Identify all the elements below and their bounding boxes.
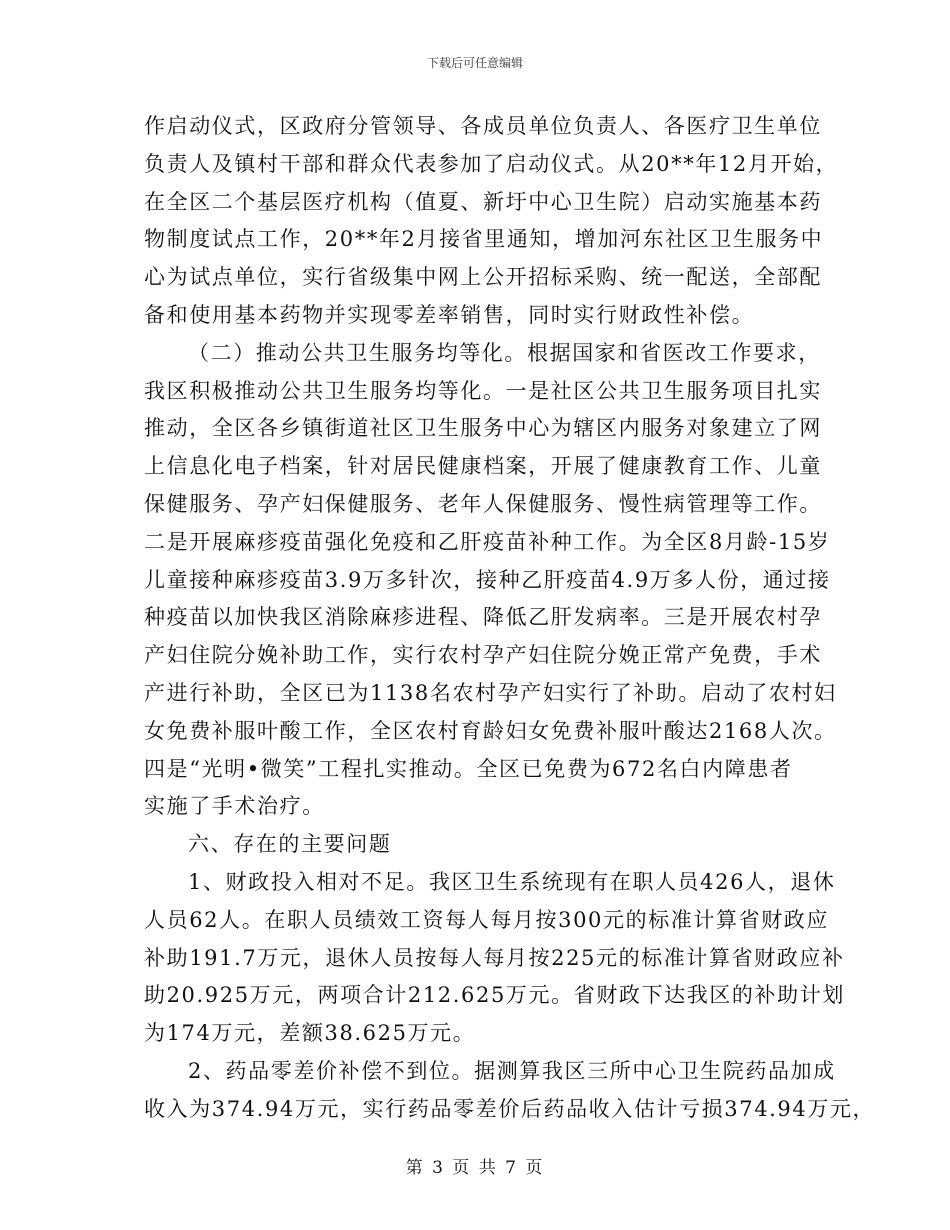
text-line: 1、财政投入相对不足。我区卫生系统现有在职人员426人，退休 (188, 869, 836, 894)
text-line: 产进行补助，全区已为1138名农村孕产妇实行了补助。启动了农村妇 (144, 680, 837, 705)
text-line: 实施了手术治疗。 (144, 794, 325, 819)
text-line: 种疫苗以加快我区消除麻疹进程、降低乙肝发病率。三是开展农村孕 (144, 605, 822, 630)
page-number: 第 3 页 共 7 页 (405, 1158, 545, 1178)
document-body (144, 108, 876, 1129)
text-line: 儿童接种麻疹疫苗3.9万多针次，接种乙肝疫苗4.9万多人份，通过接 (144, 567, 831, 592)
text-line: 助20.925万元，两项合计212.625万元。省财政下达我区的补助计划 (144, 983, 845, 1008)
text-line: 人员62人。在职人员绩效工资每人每月按300元的标准计算省财政应 (144, 907, 830, 932)
text-line: 作启动仪式，区政府分管领导、各成员单位负责人、各医疗卫生单位 (144, 114, 822, 138)
text-line: 补助191.7万元，退休人员按每人每月按225元的标准计算省财政应补 (144, 945, 845, 970)
text-line: 四是“光明•微笑”工程扎实推动。全区已免费为672名白内障患者 (144, 756, 793, 781)
page-header: 下载后可任意编辑 (426, 56, 523, 70)
text-line: 推动，全区各乡镇街道社区卫生服务中心为辖区内服务对象建立了网 (144, 416, 822, 441)
text-line: 我区积极推动公共卫生服务均等化。一是社区公共卫生服务项目扎实 (144, 378, 822, 403)
text-line: 物制度试点工作，20**年2月接省里通知，增加河东社区卫生服务中 (144, 227, 824, 252)
text-line: 负责人及镇村干部和群众代表参加了启动仪式。从20**年12月开始， (144, 151, 839, 176)
text-line: 产妇住院分娩补助工作，实行农村孕产妇住院分娩正常产免费，手术 (144, 643, 822, 668)
text-line: 女免费补服叶酸工作，全区农村育龄妇女免费补服叶酸达2168人次。 (144, 718, 837, 743)
text-line: 在全区二个基层医疗机构（值夏、新圩中心卫生院）启动实施基本药 (144, 189, 822, 214)
text-line: 心为试点单位，实行省级集中网上公开招标采购、统一配送，全部配 (144, 265, 822, 290)
text-line: 为174万元，差额38.625万元。 (144, 1021, 476, 1046)
text-line: 2、药品零差价补偿不到位。据测算我区三所中心卫生院药品加成 (188, 1058, 836, 1083)
text-line: 收入为374.94万元，实行药品零差价后药品收入估计亏损374.94万元， (144, 1096, 876, 1121)
section-heading: 六、存在的主要问题 (188, 832, 392, 857)
section-heading-line: （二）推动公共卫生服务均等化。根据国家和省医改工作要求， (188, 340, 821, 365)
text-line: 备和使用基本药物并实现零差率销售，同时实行财政性补偿。 (144, 302, 755, 327)
text-line: 二是开展麻疹疫苗强化免疫和乙肝疫苗补种工作。为全区8月龄-15岁 (144, 529, 831, 554)
text-line: 上信息化电子档案，针对居民健康档案，开展了健康教育工作、儿童 (144, 454, 822, 479)
text-line: 保健服务、孕产妇保健服务、老年人保健服务、慢性病管理等工作。 (144, 491, 822, 516)
